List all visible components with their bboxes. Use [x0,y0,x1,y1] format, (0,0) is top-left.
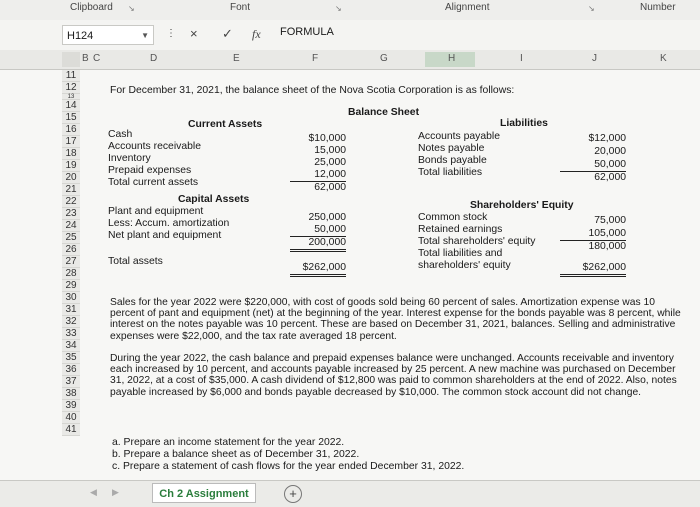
row-header[interactable]: 20 [62,172,80,184]
alignment-launcher-icon[interactable]: ↘ [588,4,595,13]
equity-label: Common stock [418,212,488,223]
balance-sheet-title: Balance Sheet [348,107,420,118]
asset-label: Prepaid expenses [108,165,192,176]
asset-value: 62,000 [314,182,346,193]
font-launcher-icon[interactable]: ↘ [335,4,342,13]
row-header[interactable]: 39 [62,400,80,412]
name-box[interactable] [62,25,154,45]
row-header[interactable]: 13 [62,94,80,100]
row-header[interactable]: 14 [62,100,80,112]
row-header[interactable]: 37 [62,376,80,388]
number-label: Number [640,2,676,13]
capital-asset-value: 200,000 [290,237,346,252]
capital-asset-label: Less: Accum. amortization [108,218,230,229]
row-header[interactable]: 30 [62,292,80,304]
chevron-down-icon[interactable]: ▼ [141,31,149,40]
row-header[interactable]: 40 [62,412,80,424]
asset-label: Cash [108,129,133,140]
liability-label: Bonds payable [418,155,487,166]
liability-label: Accounts payable [418,131,501,142]
sheet-tab-ch2[interactable]: Ch 2 Assignment [152,483,256,503]
liability-value: $12,000 [588,133,626,144]
paragraph-changes: During the year 2022, the cash balance and prepaid expenses balance were unchanged. Accounts receivable and inventory each increased by 10 percent, and accounts payable increased by 25 percent. A new machine was purchased on December 31, 2022, at a cost of $35,000. A cash dividend of $12,800 was paid to common shareholders at the end of 2022. Also, notes payable increased by $6,000 and bonds payable decreased by $10,000. The common stock account did not change. [110,353,677,398]
equity-label: Retained earnings [418,224,503,235]
scroll-tabs-right-icon[interactable]: ▶ [112,487,119,497]
asset-value: $10,000 [308,133,346,144]
clipboard-label: Clipboard [70,2,113,13]
clipboard-launcher-icon[interactable]: ↘ [128,4,135,13]
row-header[interactable]: 11 [62,70,80,82]
liability-value: 20,000 [594,146,626,157]
liability-value: 50,000 [560,159,626,172]
row-header[interactable]: 19 [62,160,80,172]
column-header-k[interactable]: K [660,53,667,64]
column-header-g[interactable]: G [380,53,388,64]
total-assets-label: Total assets [108,256,163,267]
row-header[interactable]: 28 [62,268,80,280]
equity-label: Total shareholders' equity [418,236,536,247]
capital-asset-label: Plant and equipment [108,206,204,217]
row-header[interactable]: 23 [62,208,80,220]
asset-value: 25,000 [314,157,346,168]
row-header[interactable]: 33 [62,328,80,340]
row-header[interactable]: 32 [62,316,80,328]
equity-value: 180,000 [588,241,626,252]
row-header[interactable]: 12 [62,82,80,94]
alignment-label: Alignment [445,2,490,13]
total-le-value: $262,000 [560,262,626,277]
capital-asset-value: 50,000 [290,224,346,237]
row-header[interactable]: 16 [62,124,80,136]
row-header[interactable]: 21 [62,184,80,196]
row-header[interactable]: 31 [62,304,80,316]
select-all-corner[interactable] [62,52,80,67]
asset-label: Accounts receivable [108,141,201,152]
equity-header: Shareholders' Equity [470,200,574,211]
liability-label: Total liabilities [418,167,483,178]
cell-reference: H124 [67,30,94,42]
asset-value: 12,000 [290,169,346,182]
row-header[interactable]: 24 [62,220,80,232]
capital-asset-value: 250,000 [308,212,346,223]
row-header[interactable]: 36 [62,364,80,376]
liability-label: Notes payable [418,143,485,154]
add-sheet-icon[interactable]: + [284,485,302,503]
total-le-label-1: Total liabilities and [418,248,503,259]
cancel-icon[interactable]: × [190,26,198,41]
row-header[interactable]: 41 [62,424,80,436]
formula-input[interactable]: FORMULA [280,26,334,38]
equity-value: 105,000 [560,228,626,241]
column-header-b[interactable]: B [82,53,89,64]
sheet-tab-bar [0,480,700,507]
total-le-label-2: shareholders' equity [418,260,511,271]
capital-asset-label: Net plant and equipment [108,230,222,241]
row-header[interactable]: 15 [62,112,80,124]
capital-assets-header: Capital Assets [178,194,250,205]
column-header-j[interactable]: J [592,53,597,64]
column-header-i[interactable]: I [520,53,523,64]
row-header[interactable]: 35 [62,352,80,364]
column-header-h[interactable]: H [448,53,456,64]
liabilities-header: Liabilities [500,118,548,129]
formula-bar [0,20,700,51]
task-item: c. Prepare a statement of cash flows for the year ended December 31, 2022. [112,461,465,472]
liability-value: 62,000 [594,172,626,183]
row-header[interactable]: 18 [62,148,80,160]
column-header-d[interactable]: D [150,53,158,64]
row-header[interactable]: 27 [62,256,80,268]
row-header[interactable]: 26 [62,244,80,256]
column-header-c[interactable]: C [93,53,101,64]
task-item: b. Prepare a balance sheet as of December 31, 2022. [112,449,360,460]
intro-text: For December 31, 2021, the balance sheet of the Nova Scotia Corporation is as follows: [110,85,515,96]
ribbon-group-labels [0,0,700,21]
row-header[interactable]: 17 [62,136,80,148]
scroll-tabs-left-icon[interactable]: ◀ [90,487,97,497]
asset-label: Total current assets [108,177,199,188]
font-label: Font [230,2,251,13]
column-header-e[interactable]: E [233,53,240,64]
column-headers [0,50,700,70]
more-options-icon[interactable]: ⋮ [166,28,176,39]
asset-value: 15,000 [314,145,346,156]
enter-icon[interactable]: ✓ [222,26,233,41]
task-item: a. Prepare an income statement for the year 2022. [112,437,345,448]
total-assets-value: $262,000 [290,262,346,277]
column-header-f[interactable]: F [312,53,319,64]
paragraph-sales: Sales for the year 2022 were $220,000, with cost of goods sold being 60 percent of sales. Amortization expense was 10 percent of pant and equipment (net) at the beginning of the year. Interest expense for the bonds payable was 8 percent, while interest on the notes payable was 10 percent. These are based on December 31, 2021, balances. Selling and administrative expenses were $22,000, and the tax rate averaged 18 percent. [110,297,681,342]
asset-label: Inventory [108,153,151,164]
row-header[interactable]: 29 [62,280,80,292]
insert-function-icon[interactable]: fx [252,27,261,41]
current-assets-header: Current Assets [188,119,263,130]
row-header[interactable]: 22 [62,196,80,208]
row-header[interactable]: 38 [62,388,80,400]
row-header[interactable]: 25 [62,232,80,244]
equity-value: 75,000 [594,215,626,226]
row-header[interactable]: 34 [62,340,80,352]
